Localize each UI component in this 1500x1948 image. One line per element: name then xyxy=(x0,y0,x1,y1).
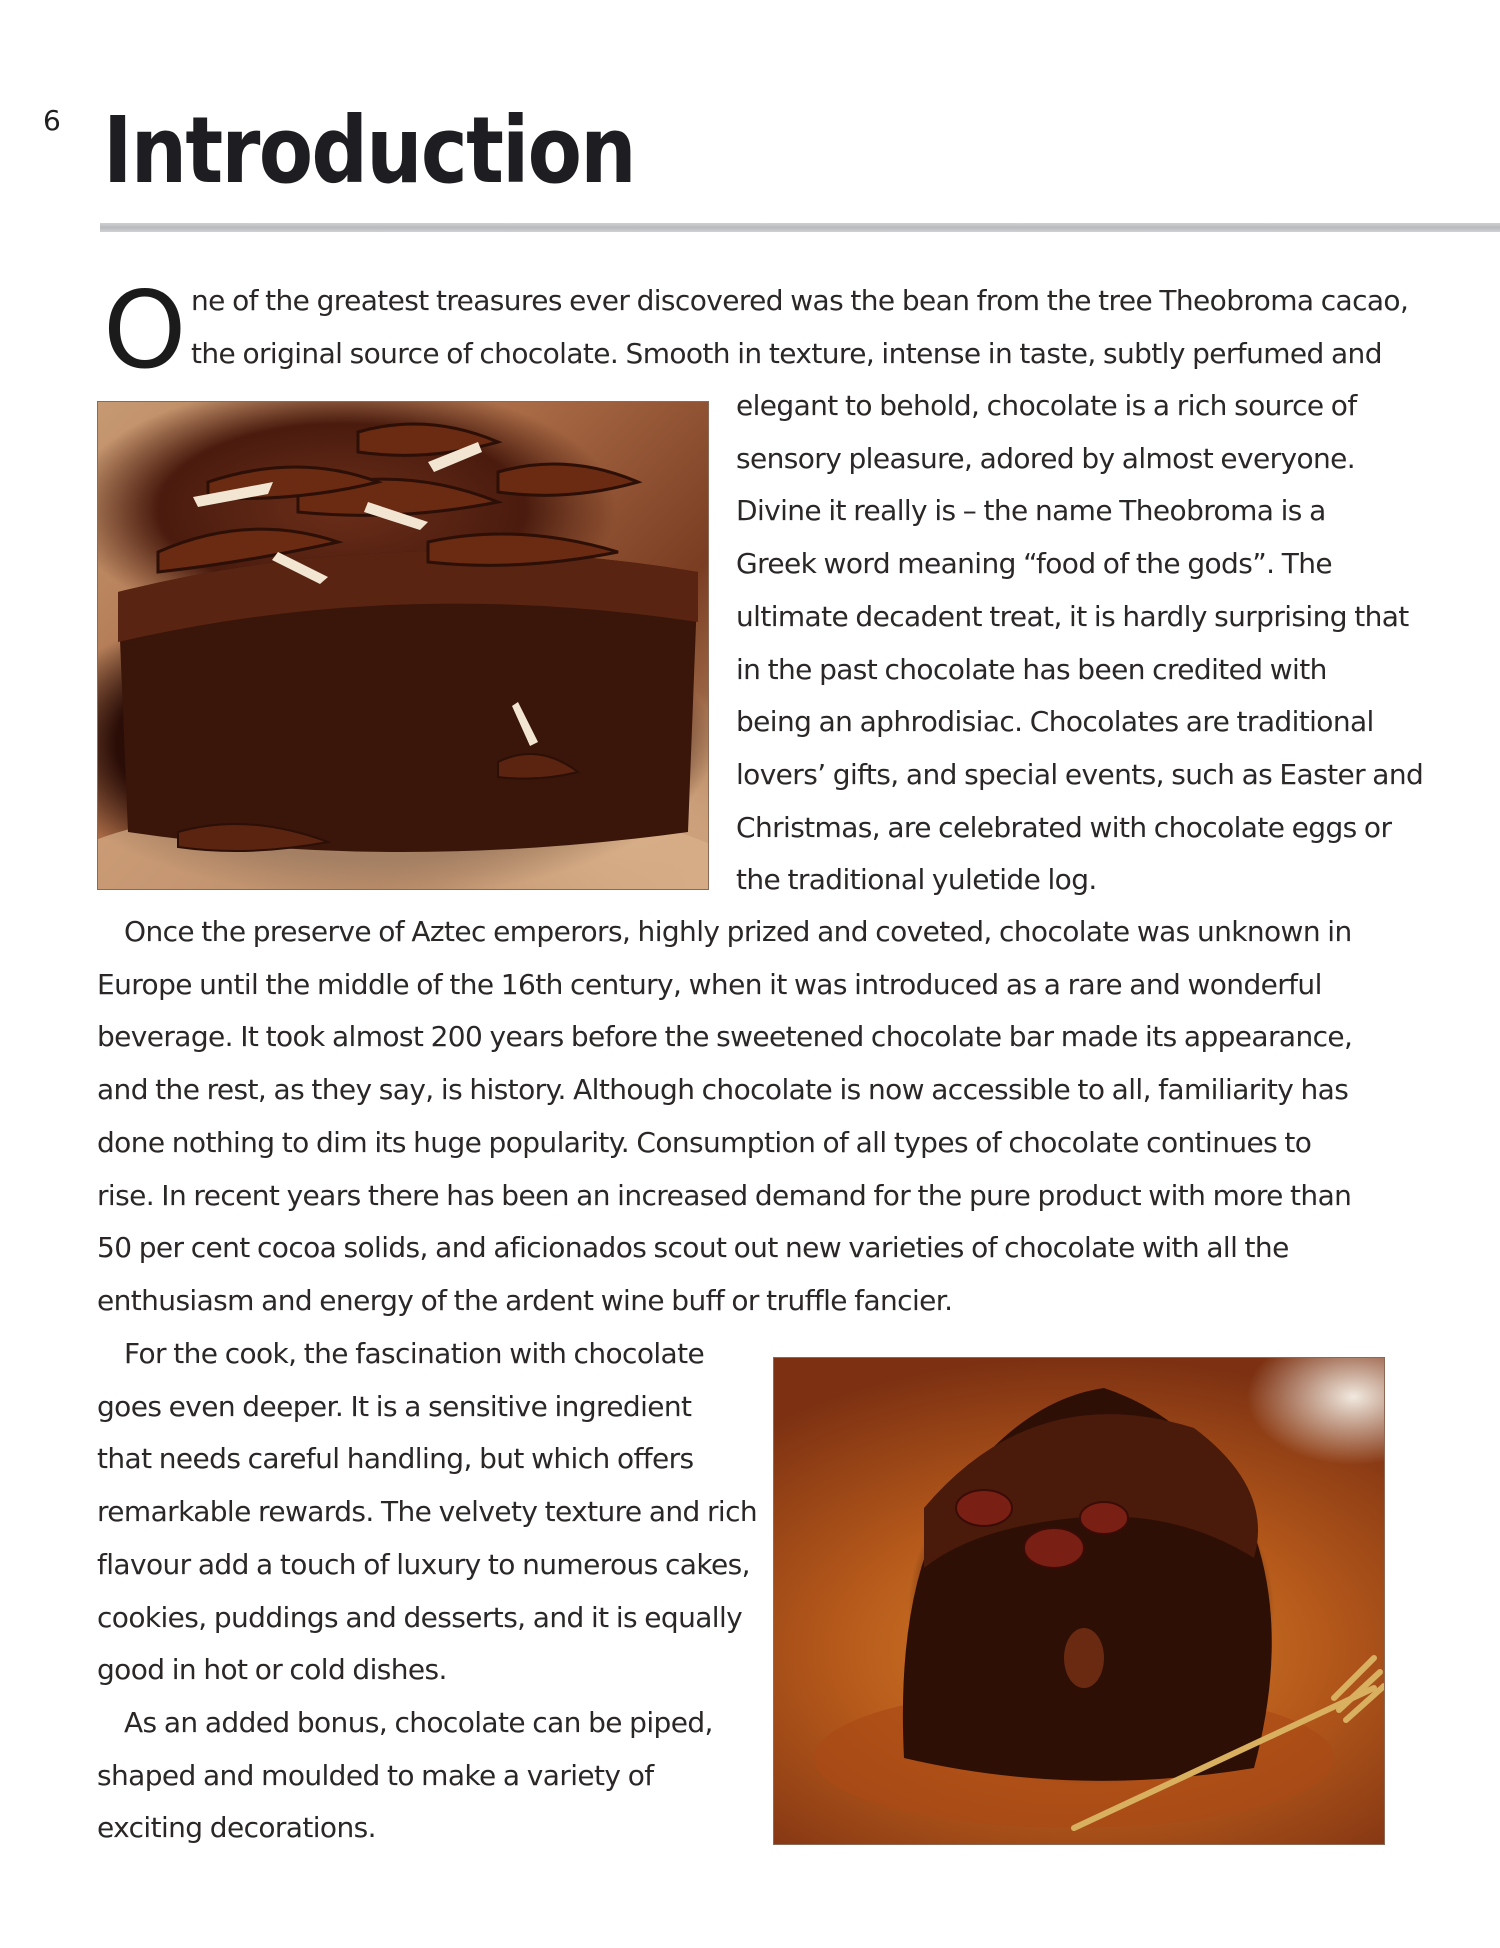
history-line: done nothing to dim its huge popularity. Consumption of all types of chocolate continues to xyxy=(97,1125,1312,1159)
cook-line: cookies, puddings and desserts, and it is equally xyxy=(97,1600,743,1634)
cook-line: remarkable rewards. The velvety texture and rich xyxy=(97,1495,758,1529)
history-line: rise. In recent years there has been an increased demand for the pure product with more than xyxy=(97,1178,1352,1212)
chocolate-cake-illustration xyxy=(98,402,708,889)
intro-line: elegant to behold, chocolate is a rich source of xyxy=(736,389,1357,422)
cook-line: good in hot or cold dishes. xyxy=(97,1653,447,1687)
bonus-line: As an added bonus, chocolate can be piped, xyxy=(124,1706,713,1739)
cook-line: that needs careful handling, but which offers xyxy=(97,1442,694,1476)
chocolate-cake-photo xyxy=(97,401,709,890)
cook-paragraph xyxy=(97,1328,757,1697)
history-paragraph xyxy=(97,906,1352,1328)
intro-line: the original source of chocolate. Smooth in texture, intense in taste, subtly perfumed and xyxy=(191,336,1382,370)
intro-line: Christmas, are celebrated with chocolate eggs or xyxy=(736,810,1392,844)
page-number: 6 xyxy=(43,104,61,137)
history-line: enthusiasm and energy of the ardent wine buff or truffle fancier. xyxy=(97,1283,953,1317)
intro-paragraph-top xyxy=(191,275,1408,380)
intro-line: ultimate decadent treat, it is hardly surprising that xyxy=(736,599,1409,633)
intro-line: Greek word meaning “food of the gods”. The xyxy=(736,547,1332,581)
drop-cap: O xyxy=(103,269,187,392)
intro-line: Divine it really is – the name Theobroma is a xyxy=(736,494,1326,528)
cook-line: For the cook, the fascination with chocolate xyxy=(124,1337,705,1370)
history-line: and the rest, as they say, is history. Although chocolate is now accessible to all, familiarity has xyxy=(97,1073,1349,1107)
intro-paragraph-side xyxy=(736,380,1423,907)
intro-line: being an aphrodisiac. Chocolates are traditional xyxy=(736,705,1374,739)
intro-line: in the past chocolate has been credited with xyxy=(736,652,1327,686)
intro-line: the traditional yuletide log. xyxy=(736,863,1097,897)
history-line: 50 per cent cocoa solids, and aficionados scout out new varieties of chocolate with all the xyxy=(97,1231,1289,1265)
cook-line: goes even deeper. It is a sensitive ingredient xyxy=(97,1389,692,1423)
bonus-paragraph xyxy=(97,1697,713,1855)
intro-line: sensory pleasure, adored by almost everyone. xyxy=(736,441,1356,475)
history-line: beverage. It took almost 200 years before the sweetened chocolate bar made its appearance, xyxy=(97,1020,1353,1054)
chocolate-pudding-photo xyxy=(773,1357,1385,1845)
bonus-line: shaped and moulded to make a variety of xyxy=(97,1758,654,1792)
bonus-line: exciting decorations. xyxy=(97,1811,376,1845)
intro-line: lovers’ gifts, and special events, such as Easter and xyxy=(736,757,1424,791)
intro-line: ne of the greatest treasures ever discovered was the bean from the tree Theobroma cacao, xyxy=(191,284,1409,317)
page-title: Introduction xyxy=(103,97,635,204)
title-rule xyxy=(100,223,1500,232)
history-line: Europe until the middle of the 16th century, when it was introduced as a rare and wonderful xyxy=(97,967,1322,1001)
history-line: Once the preserve of Aztec emperors, highly prized and coveted, chocolate was unknown in xyxy=(124,915,1352,948)
chocolate-pudding-illustration xyxy=(774,1358,1384,1844)
cook-line: flavour add a touch of luxury to numerous cakes, xyxy=(97,1547,750,1581)
